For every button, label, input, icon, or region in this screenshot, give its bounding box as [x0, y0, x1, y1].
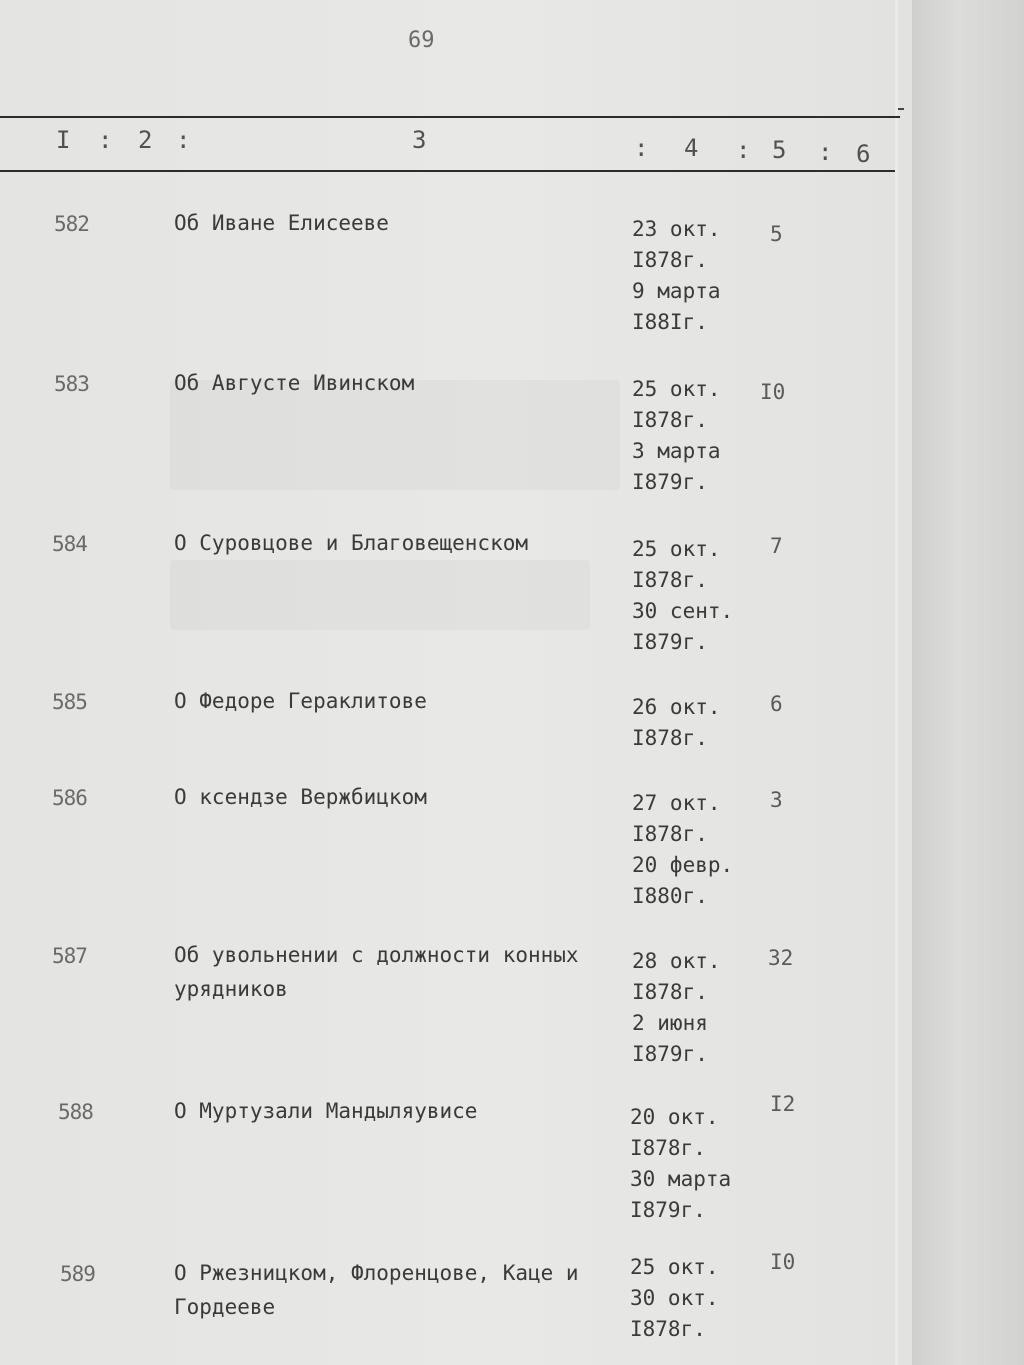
record-title: О Муртузали Мандыляувисе: [174, 1099, 478, 1123]
record-date: 25 окт.: [632, 537, 721, 561]
record-sheet-count: I2: [770, 1092, 796, 1116]
column-header-6: 6: [856, 140, 871, 168]
record-date: 27 окт.: [632, 791, 721, 815]
record-date: 30 марта: [630, 1167, 732, 1191]
page-number: 69: [408, 28, 435, 53]
column-separator: :: [634, 134, 649, 162]
record-date: 3 марта: [632, 439, 721, 463]
record-title: О ксендзе Вержбицком: [174, 785, 427, 809]
record-dates: [632, 214, 742, 338]
underlying-page-edge: [912, 0, 1024, 1365]
record-date: 20 февр.: [632, 853, 734, 877]
record-sheet-count: 32: [768, 946, 794, 970]
record-date: 25 окт.: [632, 377, 721, 401]
record-title: Об Августе Ивинском: [174, 371, 415, 395]
record-title: О Суровцове и Благовещенском: [174, 531, 529, 555]
bleed-through-area: [170, 560, 590, 630]
record-date: I878г.: [632, 726, 708, 750]
column-header-1: I: [56, 126, 71, 154]
column-header-5: 5: [772, 136, 787, 164]
page-fold-line: [895, 0, 898, 1365]
record-date: I879г.: [632, 630, 708, 654]
record-title: Об увольнении с должности конных урядников: [174, 943, 579, 1001]
column-header-4: 4: [684, 134, 699, 162]
record-date: I878г.: [632, 822, 708, 846]
record-date: 25 окт.: [630, 1255, 719, 1279]
table-header-bottom-rule: [0, 170, 895, 172]
record-date: I879г.: [630, 1198, 706, 1222]
record-date: I878г.: [630, 1317, 706, 1341]
record-date: 23 окт.: [632, 217, 721, 241]
rule-tick: [898, 108, 904, 110]
record-title: Об Иване Елисееве: [174, 211, 389, 235]
record-dates: [630, 1102, 740, 1226]
record-number: 582: [54, 212, 89, 236]
record-dates: [632, 374, 742, 498]
column-separator: :: [176, 126, 191, 154]
record-dates: [630, 1252, 740, 1345]
record-number: 584: [52, 532, 87, 556]
column-header-2: 2: [138, 126, 153, 154]
record-date: 30 окт.: [630, 1286, 719, 1310]
record-date: I879г.: [632, 470, 708, 494]
record-date: 26 окт.: [632, 695, 721, 719]
record-sheet-count: I0: [770, 1250, 796, 1274]
column-separator: :: [736, 136, 751, 164]
record-sheet-count: I0: [760, 380, 786, 404]
record-date: 20 окт.: [630, 1105, 719, 1129]
record-sheet-count: 7: [770, 534, 783, 558]
record-dates: [632, 946, 742, 1070]
record-sheet-count: 3: [770, 788, 783, 812]
record-dates: [632, 534, 742, 658]
record-date: I88Iг.: [632, 310, 708, 334]
record-date: I878г.: [632, 248, 708, 272]
record-date: I879г.: [632, 1042, 708, 1066]
column-separator: :: [818, 138, 833, 166]
record-title: О Ржезницком, Флоренцове, Каце и Гордееве: [174, 1261, 579, 1319]
record-sheet-count: 5: [770, 222, 783, 246]
record-number: 588: [58, 1100, 93, 1124]
record-date: 30 сент.: [632, 599, 734, 623]
record-title: О Федоре Гераклитове: [174, 689, 427, 713]
record-number: 585: [52, 690, 87, 714]
record-date: 2 июня: [632, 1011, 708, 1035]
record-number: 583: [54, 372, 89, 396]
record-dates: [632, 788, 742, 912]
record-date: I878г.: [632, 568, 708, 592]
record-dates: [632, 692, 742, 754]
record-date: I878г.: [632, 408, 708, 432]
record-sheet-count: 6: [770, 692, 783, 716]
record-date: I878г.: [630, 1136, 706, 1160]
record-date: 9 марта: [632, 279, 721, 303]
column-separator: :: [98, 126, 113, 154]
record-date: I878г.: [632, 980, 708, 1004]
record-number: 587: [52, 944, 87, 968]
record-date: 28 окт.: [632, 949, 721, 973]
record-number: 589: [60, 1262, 95, 1286]
column-header-3: 3: [412, 126, 427, 154]
table-top-rule: [0, 116, 900, 118]
record-number: 586: [52, 786, 87, 810]
record-date: I880г.: [632, 884, 708, 908]
